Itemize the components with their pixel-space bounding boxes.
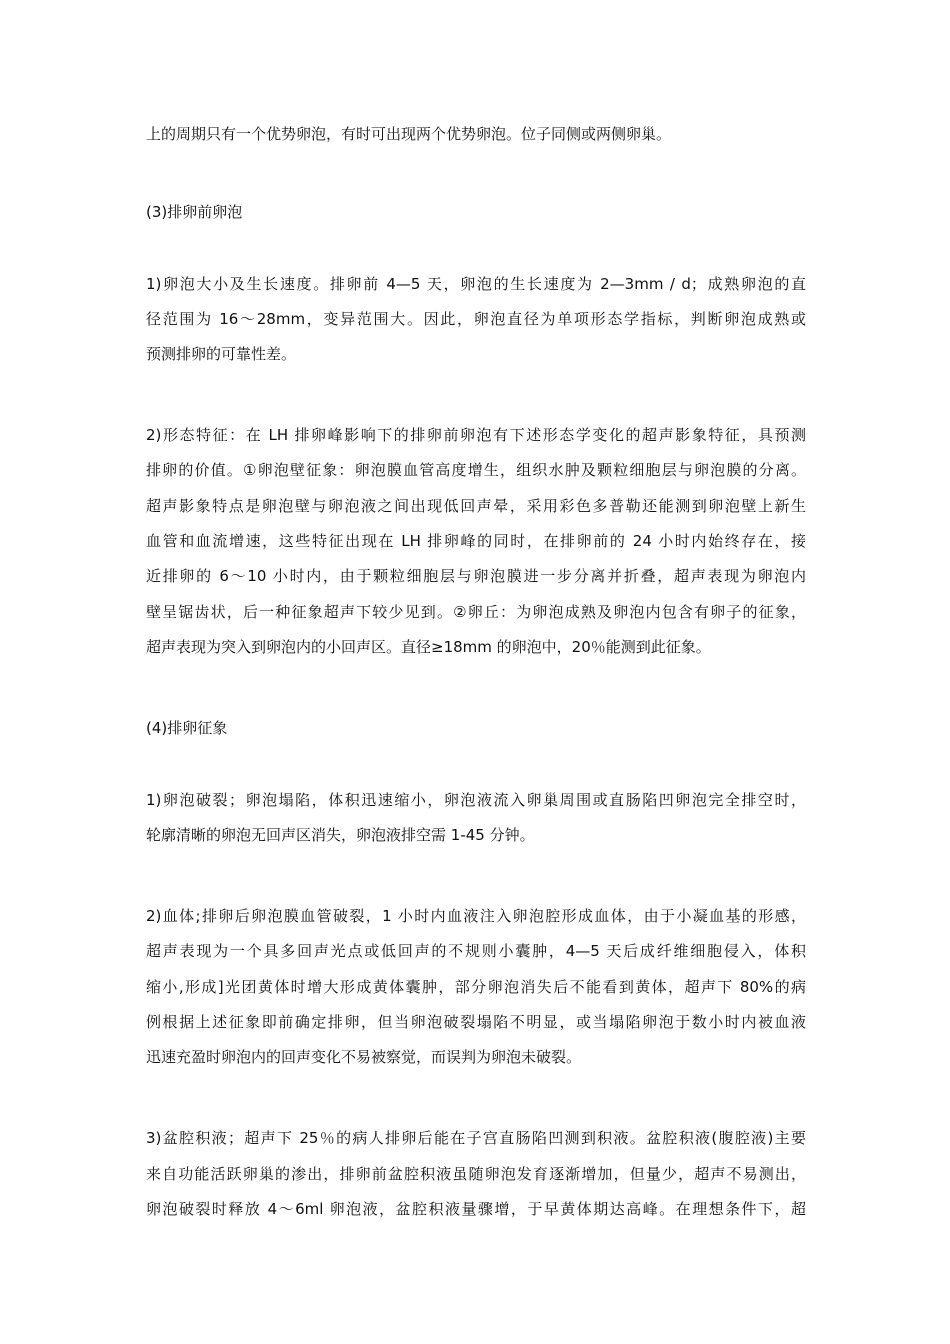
paragraph-line: 1)卵泡大小及生长速度。排卵前 4—5 天，卵泡的生长速度为 2—3mm / d；成熟卵泡的直 xyxy=(146,275,806,293)
paragraph-line: 迅速充盈时卵泡内的回声变化不易被察觉，而误判为卵泡未破裂。 xyxy=(146,1048,582,1066)
paragraph-line: 超声影象特点是卵泡壁与卵泡液之间出现低回声晕，采用彩色多普勒还能测到卵泡壁上新生 xyxy=(146,497,806,515)
section-heading: (4)排卵征象 xyxy=(146,719,228,737)
paragraph-line: 排卵的价值。①卵泡壁征象：卵泡膜血管高度增生，组织水肿及颗粒细胞层与卵泡膜的分离。 xyxy=(146,461,806,479)
paragraph-line: 径范围为 16～28mm，变异范围大。因此，卵泡直径为单项形态学指标，判断卵泡成熟或 xyxy=(146,310,806,328)
paragraph-line: 血管和血流增速，这些特征出现在 LH 排卵峰的同时，在排卵前的 24 小时内始终存在，接 xyxy=(146,532,806,550)
paragraph-line: 来自功能活跃卵巢的渗出，排卵前盆腔积液虽随卵泡发育逐渐增加，但量少，超声不易测出， xyxy=(146,1165,806,1183)
paragraph-line: 例根据上述征象即前确定排卵，但当卵泡破裂塌陷不明显，或当塌陷卵泡于数小时内被血液 xyxy=(146,1013,806,1031)
paragraph-line: 壁呈锯齿状，后一种征象超声下较少见到。②卵丘：为卵泡成熟及卵泡内包含有卵子的征象， xyxy=(146,603,806,621)
paragraph-line: 超声表现为突入到卵泡内的小回声区。直径≥18mm 的卵泡中，20％能测到此征象。 xyxy=(146,638,711,656)
paragraph-line: 轮廓清晰的卵泡无回声区消失，卵泡液排空需 1-45 分钟。 xyxy=(146,826,535,844)
paragraph-line: 1)卵泡破裂；卵泡塌陷，体积迅速缩小，卵泡液流入卵巢周围或直肠陷凹卵泡完全排空时， xyxy=(146,791,806,809)
paragraph-line: 缩小,形成]光团黄体时增大形成黄体囊肿，部分卵泡消失后不能看到黄体，超声下 80%的病 xyxy=(146,978,806,996)
paragraph-line: 2)血体;排卵后卵泡膜血管破裂，1 小时内血液注入卵泡腔形成血体，由于小凝血基的形感， xyxy=(146,907,806,925)
paragraph-line: 上的周期只有一个优势卵泡，有时可出现两个优势卵泡。位子同侧或两侧卵巢。 xyxy=(146,125,672,143)
section-heading: (3)排卵前卵泡 xyxy=(146,203,243,221)
paragraph-line: 2)形态特征：在 LH 排卵峰影响下的排卵前卵泡有下述形态学变化的超声影象特征，具预测 xyxy=(146,426,806,444)
paragraph-line: 近排卵的 6～10 小时内，由于颗粒细胞层与卵泡膜进一步分离并折叠，超声表现为卵泡内 xyxy=(146,567,806,585)
paragraph-line: 预测排卵的可靠性差。 xyxy=(146,345,297,363)
paragraph-line: 超声表现为一个具多回声光点或低回声的不规则小囊肿，4—5 天后成纤维细胞侵入，体积 xyxy=(146,942,806,960)
paragraph-line: 卵泡破裂时释放 4～6ml 卵泡液，盆腔积液量骤增，于早黄体期达高峰。在理想条件下，超 xyxy=(146,1200,806,1218)
paragraph-line: 3)盆腔积液；超声下 25％的病人排卵后能在子宫直肠陷凹测到积液。盆腔积液(腹腔液)主要 xyxy=(146,1129,806,1147)
